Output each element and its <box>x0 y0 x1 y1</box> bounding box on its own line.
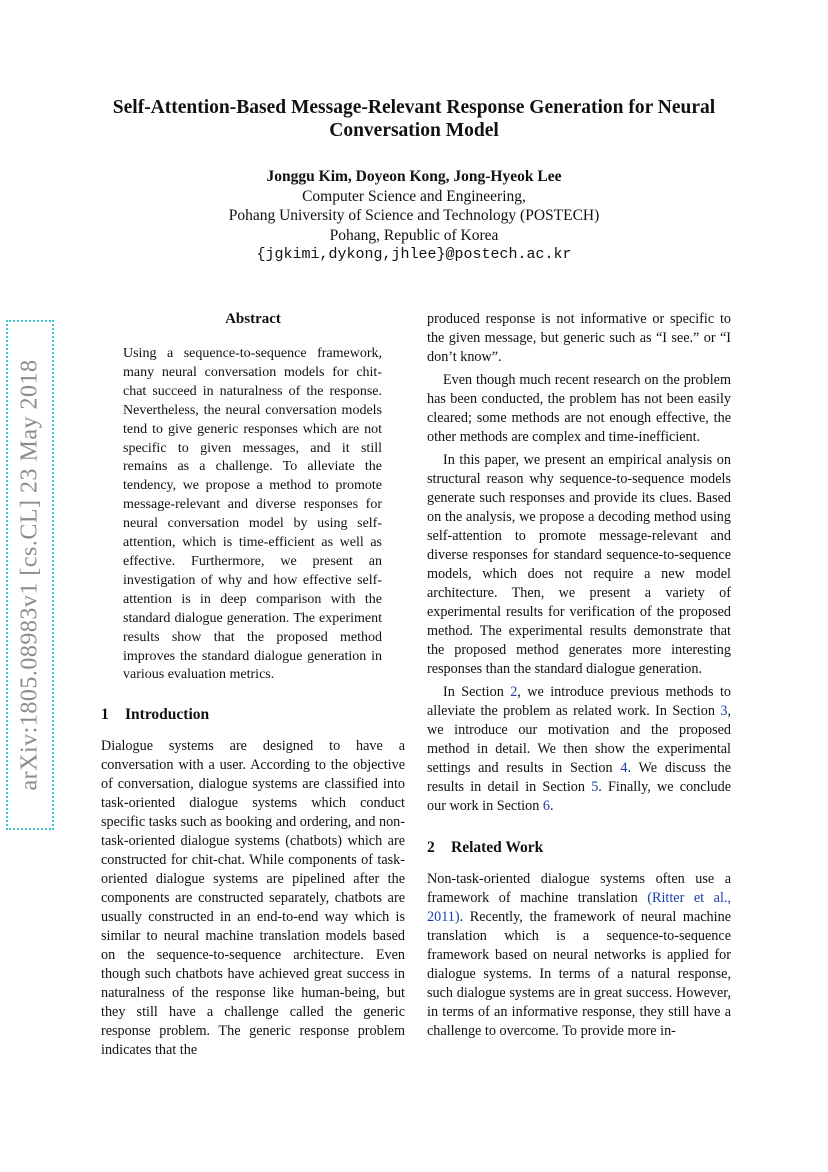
author-block <box>90 167 738 265</box>
author-university: Pohang University of Science and Technology (POSTECH) <box>228 207 600 224</box>
author-location: Pohang, Republic of Korea <box>329 226 499 244</box>
intro-paragraph-continued: produced response is not informative or specific to the given message, but generic such as “I see.” or “I don’t know”. <box>427 311 731 365</box>
section-heading-related-work <box>427 838 731 857</box>
left-column <box>101 310 405 1060</box>
section-ref-link[interactable]: 5 <box>591 779 599 795</box>
section-number: 1 <box>101 706 109 724</box>
intro-paragraph: Dialogue systems are designed to have a conversation with a user. According to the objective of conversation, dialogue systems are classified into task-oriented dialogue systems which conduct specific tasks such as booking and ordering, and non-task-oriented dialogue systems (chatbots) which are constructed for chit-chat. While components of task-oriented dialogue systems are pipelined after the components are constructed separately, chatbots are usually constructed in an end-to-end way which is similar to neural machine translation models based on the sequence-to-sequence architecture. Even though such chatbots have achieved great success in naturalness of the response like human-being, but they still have a challenge called the generic response problem. The generic response problem indicates that the <box>101 738 405 1059</box>
section-ref-link[interactable]: 6 <box>542 798 550 814</box>
arxiv-stamp-text: arXiv:1805.08983v1 [cs.CL] 23 May 2018 <box>16 359 43 791</box>
section-title: Introduction <box>125 706 210 724</box>
citation-link[interactable]: (Ritter et al., 2011) <box>427 890 732 925</box>
paper-title: Self-Attention-Based Message-Relevant Response Generation for Neural Conversation Model <box>112 97 716 141</box>
related-work-paragraph: Non-task-oriented dialogue systems often use a framework of machine translation (Ritter et al., 2011). Recently, the framework of neural machine translation which is a sequence-to-sequence framework based on neural networks is applied for dialogue systems. In terms of a natural response, such dialogue systems are in great success. However, in terms of an informative response, they still have a challenge to overcome. To provide more in- <box>427 871 732 1039</box>
right-column <box>427 310 731 1041</box>
author-names: Jonggu Kim, Doyeon Kong, Jong-Hyeok Lee <box>266 168 562 185</box>
section-ref-link[interactable]: 4 <box>620 760 628 776</box>
section-heading-introduction <box>101 705 405 724</box>
section-ref-link[interactable]: 2 <box>510 684 518 700</box>
intro-paragraph-4: In Section 2, we introduce previous methods to alleviate the problem as related work. In Section 3, we introduce our motivation and the proposed method in detail. We then show the experimental settings and results in Section 4. We discuss the results in detail in Section 5. Finally, we conclude our work in Section 6. <box>427 684 732 814</box>
section-ref-link[interactable]: 3 <box>720 703 728 719</box>
intro-paragraph-2: Even though much recent research on the problem has been conducted, the problem has not been easily cleared; some methods are not enough effective, the other methods are complex and time-inefficient. <box>427 372 731 445</box>
author-department: Computer Science and Engineering, <box>302 187 526 205</box>
author-email: {jgkimi,dykong,jhlee}@postech.ac.kr <box>256 246 572 263</box>
arxiv-stamp <box>6 320 54 830</box>
section-title: Related Work <box>451 839 544 856</box>
abstract-text: Using a sequence-to-sequence framework, many neural conversation models for chit-chat succeed in naturalness of the response. Nevertheless, the neural conversation models tend to give generic responses which are not specific to given messages, and it still remains as a challenge. To alleviate the tendency, we propose a method to promote message-relevant and diverse responses for neural conversation model by using self-attention, which is time-efficient as well as effective. Furthermore, we present an investigation of why and how effective self-attention is in deep comparison with the standard dialogue generation. The experiment results show that the proposed method improves the standard dialogue generation in various evaluation metrics. <box>123 346 382 683</box>
intro-paragraph-3: In this paper, we present an empirical analysis on structural reason why sequence-to-sequence models generate such responses and provide its clues. Based on the analysis, we propose a decoding method using self-attention to promote message-relevant and diverse responses for standard sequence-to-sequence models, which does not require a new model architecture. Then, we present a variety of experimental results for verification of the proposed method. The experimental results demonstrate that the proposed method generates more interesting responses than the standard dialogue generation. <box>427 452 731 677</box>
section-number: 2 <box>427 839 435 856</box>
abstract-heading: Abstract <box>225 311 281 327</box>
